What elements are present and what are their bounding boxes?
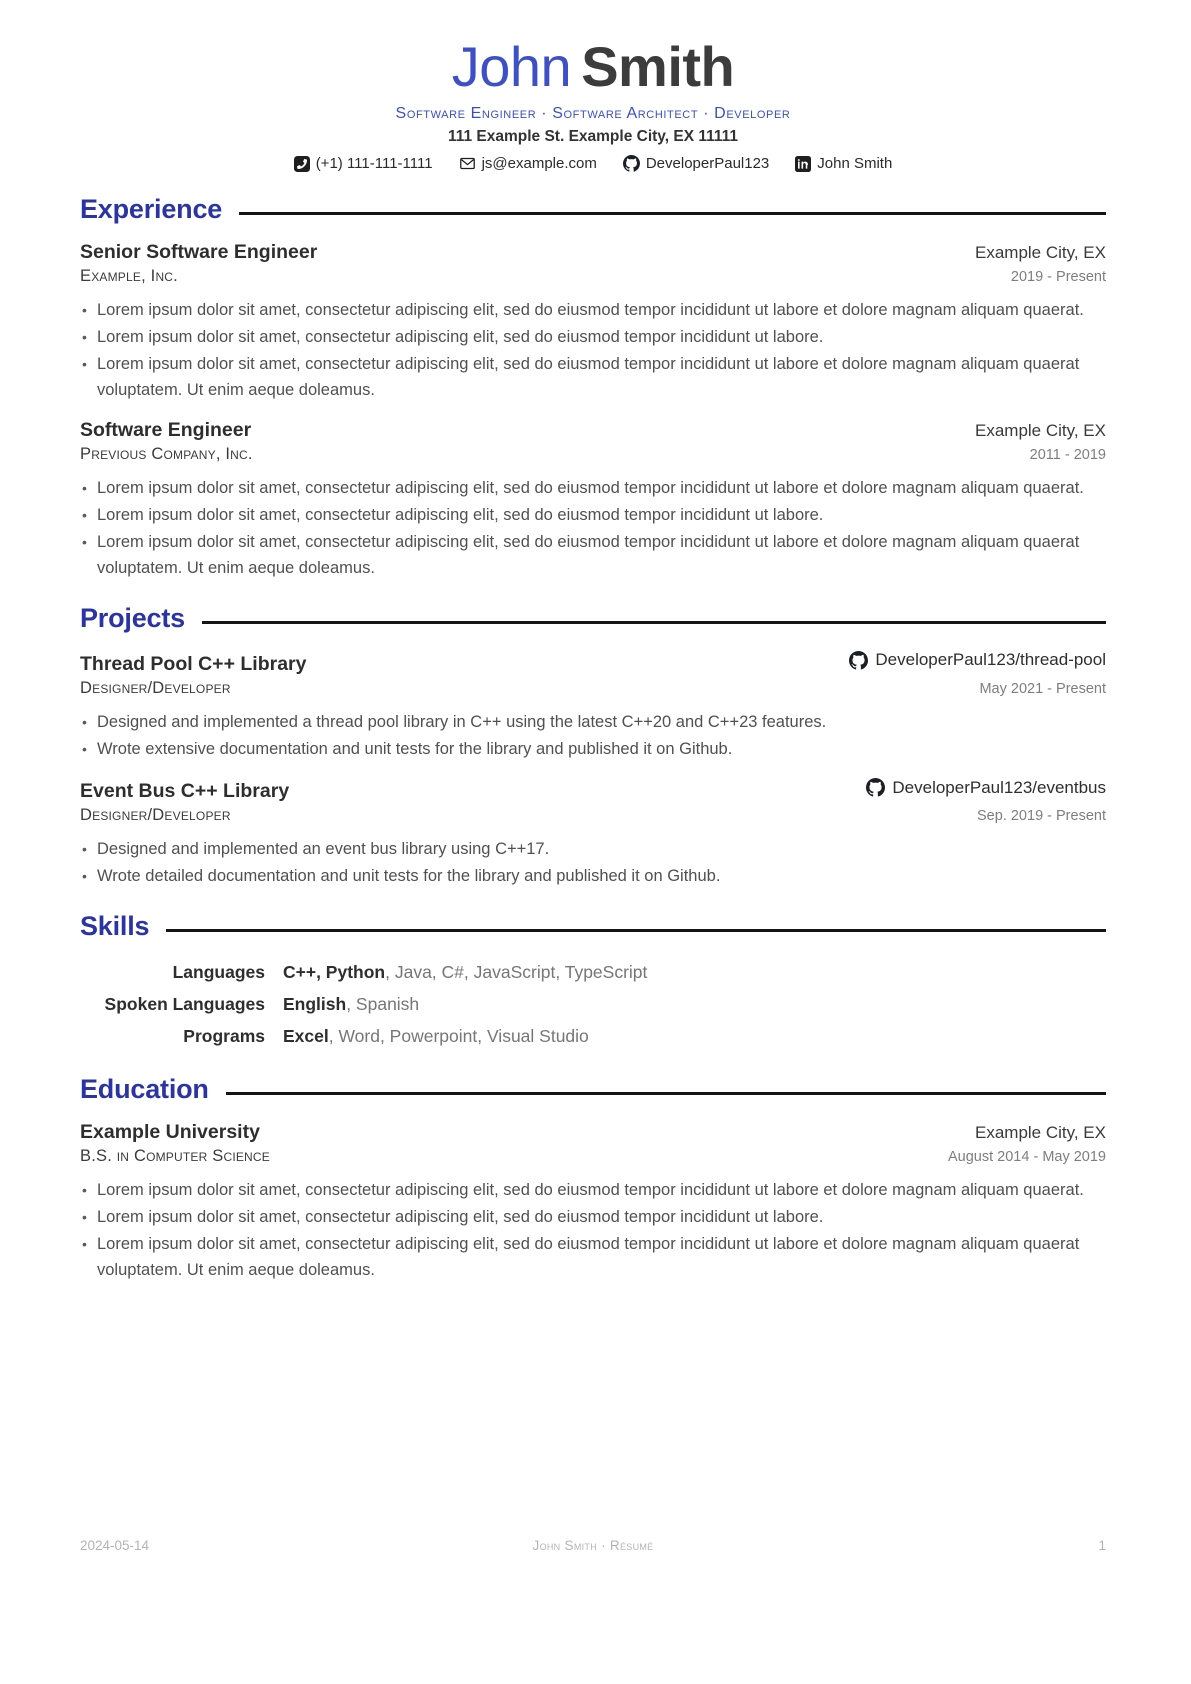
- section-rule: [239, 212, 1106, 215]
- github-icon: [623, 155, 640, 172]
- bullet-item: • Designed and implemented a thread pool library in C++ using the latest C++20 and C++23 features.: [80, 709, 1106, 735]
- project-role: Designer/Developer: [80, 678, 231, 697]
- footer-date: 2024-05-14: [80, 1538, 150, 1553]
- section-title-education: Education: [80, 1074, 209, 1104]
- experience-entry: [80, 419, 1106, 581]
- section-education-header: [80, 1074, 1106, 1105]
- skill-row-languages: [80, 956, 1106, 988]
- entry-location: Example City, EX: [974, 421, 1106, 440]
- linkedin-profile-link[interactable]: [795, 155, 892, 172]
- bullet-item: • Lorem ipsum dolor sit amet, consectetur adipiscing elit, sed do eiusmod tempor incididunt ut labore et dolore magnam aliquam quaerat.: [80, 1177, 1106, 1203]
- repo-path: DeveloperPaul123/thread-pool: [875, 650, 1106, 669]
- bullet-item: • Designed and implemented an event bus library using C++17.: [80, 836, 1106, 862]
- address: 111 Example St. Example City, EX 11111: [447, 128, 739, 145]
- skill-value-strong: C++, Python: [283, 962, 386, 982]
- experience-entry: [80, 241, 1106, 403]
- section-title-skills: Skills: [80, 911, 150, 941]
- bullet-item: • Wrote extensive documentation and unit tests for the library and published it on Github.: [80, 736, 1106, 762]
- project-name: Thread Pool C++ Library: [80, 652, 307, 675]
- email-address: js@example.com: [481, 155, 597, 172]
- contact-row: [80, 155, 1106, 172]
- bullet-list: [80, 836, 1106, 889]
- bullet-item: • Lorem ipsum dolor sit amet, consectetur adipiscing elit, sed do eiusmod tempor incididunt ut labore.: [80, 324, 1106, 350]
- skill-value-strong: English: [283, 994, 347, 1014]
- bullet-item: • Lorem ipsum dolor sit amet, consectetur adipiscing elit, sed do eiusmod tempor incididunt ut labore et dolore magnam aliquam quaerat.: [80, 297, 1106, 323]
- phone-number: (+1) 111-111-1111: [315, 155, 433, 172]
- skill-value-rest: , Word, Powerpoint, Visual Studio: [328, 1026, 589, 1046]
- degree-name: B.S. in Computer Science: [80, 1147, 270, 1165]
- phone-link[interactable]: [294, 155, 433, 172]
- position-title: Senior Software Engineer: [80, 241, 318, 263]
- section-rule: [166, 929, 1106, 932]
- entry-dates: 2019 - Present: [1010, 269, 1106, 285]
- tagline: Software Engineer · Software Architect · Developer: [395, 105, 791, 122]
- bullet-item: • Wrote detailed documentation and unit tests for the library and published it on Github.: [80, 863, 1106, 889]
- full-name: [80, 36, 1106, 98]
- entry-dates: 2011 - 2019: [1029, 447, 1106, 463]
- section-rule: [202, 621, 1106, 624]
- skill-value: [283, 988, 419, 1020]
- bullet-item: • Lorem ipsum dolor sit amet, consectetur adipiscing elit, sed do eiusmod tempor incididunt ut labore et dolore magnam aliquam quaerat voluptatem. Ut enim aeque doleamus.: [80, 1231, 1106, 1283]
- github-icon: [849, 651, 868, 670]
- github-username: DeveloperPaul123: [645, 155, 770, 172]
- entry-dates: Sep. 2019 - Present: [977, 808, 1106, 824]
- skill-value-rest: , Java, C#, JavaScript, TypeScript: [385, 962, 648, 982]
- company-name: Previous Company, Inc.: [80, 445, 253, 463]
- school-name: Example University: [80, 1121, 260, 1143]
- project-entry: [80, 778, 1106, 890]
- linkedin-name: John Smith: [817, 155, 893, 172]
- skill-label: Spoken Languages: [104, 994, 265, 1014]
- bullet-item: • Lorem ipsum dolor sit amet, consectetur adipiscing elit, sed do eiusmod tempor incididunt ut labore et dolore magnam aliquam quaerat voluptatem. Ut enim aeque doleamus.: [80, 351, 1106, 403]
- section-title-experience: Experience: [80, 194, 223, 224]
- email-icon: [459, 155, 476, 172]
- project-role: Designer/Developer: [80, 806, 231, 824]
- bullet-list: [80, 475, 1106, 581]
- section-skills-header: [80, 911, 1106, 942]
- skill-value: [283, 956, 647, 988]
- phone-icon: [294, 156, 310, 172]
- entry-dates: August 2014 - May 2019: [948, 1149, 1106, 1165]
- footer-page-number: 1: [1098, 1538, 1106, 1553]
- skill-row-programs: [80, 1020, 1106, 1052]
- bullet-list: [80, 1177, 1106, 1283]
- entry-dates: May 2021 - Present: [979, 680, 1106, 697]
- skills-table: [80, 956, 1106, 1052]
- position-title: Software Engineer: [80, 419, 252, 441]
- skill-label: Programs: [183, 1026, 265, 1046]
- skill-value: [283, 1020, 589, 1052]
- education-entry: [80, 1121, 1106, 1283]
- last-name: Smith: [581, 35, 735, 98]
- email-link[interactable]: [459, 155, 597, 172]
- project-repo-link[interactable]: [849, 650, 1106, 670]
- entry-location: Example City, EX: [974, 243, 1106, 262]
- github-profile-link[interactable]: [623, 155, 769, 172]
- skill-value-strong: Excel: [283, 1026, 329, 1046]
- linkedin-icon: [795, 156, 811, 172]
- bullet-list: [80, 297, 1106, 403]
- footer-title: John Smith · Résumé: [532, 1538, 654, 1553]
- bullet-item: • Lorem ipsum dolor sit amet, consectetur adipiscing elit, sed do eiusmod tempor incididunt ut labore et dolore magnam aliquam quaerat.: [80, 475, 1106, 501]
- project-entry: [80, 650, 1106, 762]
- section-title-projects: Projects: [80, 603, 185, 633]
- entry-location: Example City, EX: [974, 1123, 1106, 1142]
- section-rule: [226, 1092, 1106, 1095]
- bullet-item: • Lorem ipsum dolor sit amet, consectetur adipiscing elit, sed do eiusmod tempor incididunt ut labore.: [80, 1204, 1106, 1230]
- skill-label: Languages: [172, 962, 265, 982]
- section-experience-header: [80, 194, 1106, 225]
- project-repo-link[interactable]: [866, 778, 1106, 798]
- project-name: Event Bus C++ Library: [80, 780, 290, 802]
- github-icon: [866, 778, 885, 797]
- repo-path: DeveloperPaul123/eventbus: [892, 777, 1106, 797]
- skill-value-rest: , Spanish: [346, 994, 420, 1014]
- skill-row-spoken-languages: [80, 988, 1106, 1020]
- section-projects-header: [80, 603, 1106, 634]
- resume-header: [80, 36, 1106, 172]
- bullet-item: • Lorem ipsum dolor sit amet, consectetur adipiscing elit, sed do eiusmod tempor incididunt ut labore et dolore magnam aliquam quaerat voluptatem. Ut enim aeque doleamus.: [80, 529, 1106, 581]
- first-name: John: [451, 35, 572, 98]
- company-name: Example, Inc.: [80, 267, 178, 285]
- bullet-list: [80, 709, 1106, 762]
- bullet-item: • Lorem ipsum dolor sit amet, consectetur adipiscing elit, sed do eiusmod tempor incididunt ut labore.: [80, 502, 1106, 528]
